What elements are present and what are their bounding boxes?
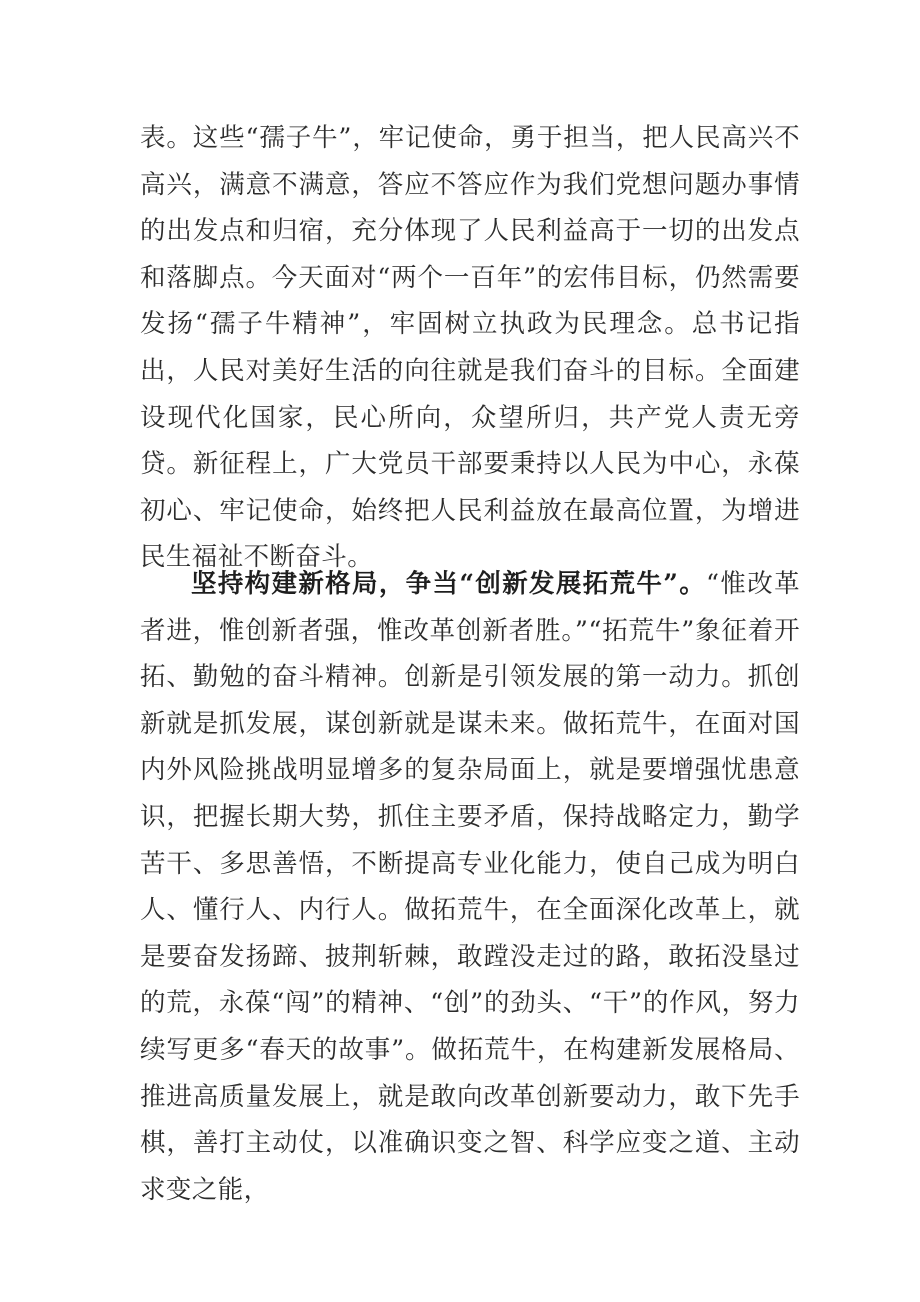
paragraph-heading: 坚持构建新格局，争当“创新发展拓荒牛”。 [191, 569, 707, 599]
paragraph-text: 表。这些“孺子牛”，牢记使命，勇于担当，把人民高兴不高兴，满意不满意，答应不答应作为我们党想问题办事情的出发点和归宿，充分体现了人民利益高于一切的出发点和落脚点。今天面对“两个一百年”的宏伟目标，仍然需要发扬“孺子牛精神”，牢固树立执政为民理念。总书记指出，人民对美好生活的向往就是我们奋斗的目标。全面建设现代化国家，民心所向，众望所归，共产党人责无旁贷。新征程上，广大党员干部要秉持以人民为中心，永葆初心、牢记使命，始终把人民利益放在最高位置，为增进民生福祉不断奋斗。 [140, 123, 800, 573]
paragraph-content [140, 561, 800, 1213]
body-paragraph-1 [140, 115, 800, 581]
body-paragraph-2 [140, 561, 800, 1213]
paragraph-text: “惟改革者进，惟创新者强，惟改革创新者胜。”“拓荒牛”象征着开拓、勤勉的奋斗精神。创新是引领发展的第一动力。抓创新就是抓发展，谋创新就是谋未来。做拓荒牛，在面对国内外风险挑战明显增多的复杂局面上，就是要增强忧患意识，把握长期大势，抓住主要矛盾，保持战略定力，勤学苦干、多思善悟，不断提高专业化能力，使自己成为明白人、懂行人、内行人。做拓荒牛，在全面深化改革上，就是要奋发扬蹄、披荆斩棘，敢蹚没走过的路，敢拓没垦过的荒，永葆“闯”的精神、“创”的劲头、“干”的作风，努力续写更多“春天的故事”。做拓荒牛，在构建新发展格局、推进高质量发展上，就是敢向改革创新要动力，敢下先手棋，善打主动仗，以准确识变之智、科学应变之道、主动求变之能， [140, 569, 800, 1205]
